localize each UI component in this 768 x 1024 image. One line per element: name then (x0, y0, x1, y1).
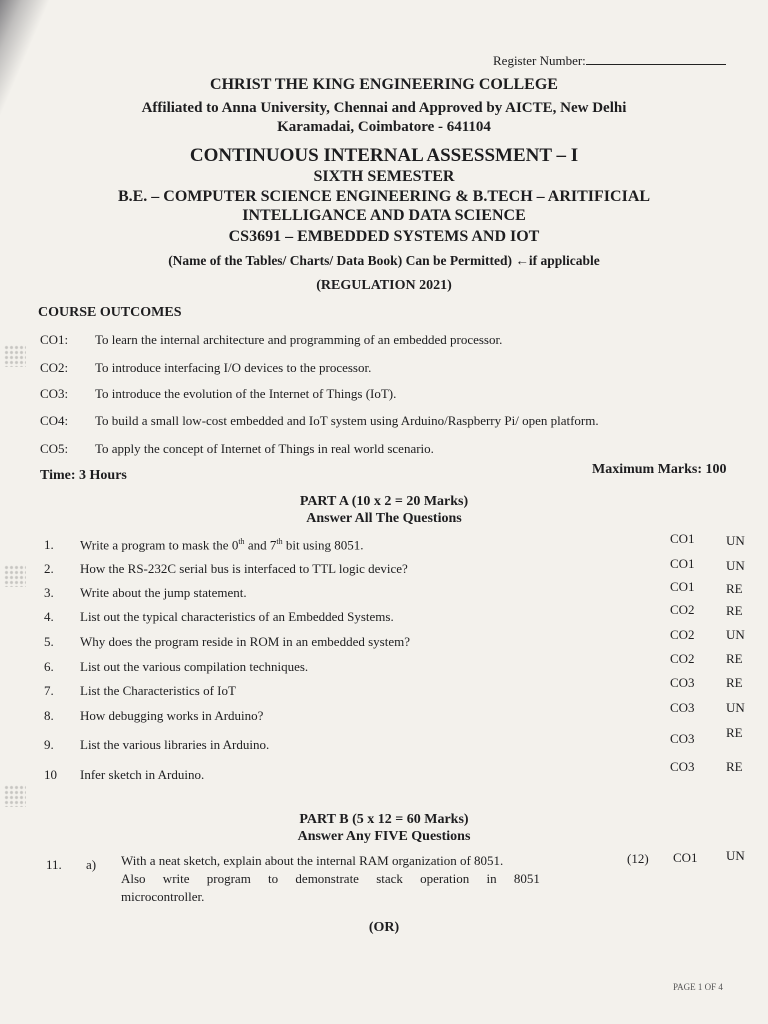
question-level: RE (726, 581, 743, 596)
co-text: To introduce interfacing I/O devices to the processor. (95, 360, 372, 375)
course-code: CS3691 – EMBEDDED SYSTEMS AND IOT (228, 228, 540, 245)
question-number: 6. (44, 659, 54, 674)
question-number: 7. (44, 683, 54, 698)
question-co: CO1 (670, 579, 695, 594)
question-text: Infer sketch in Arduino. (80, 767, 205, 782)
question-text-line-1: With a neat sketch, explain about the internal RAM organization of 8051. (121, 853, 504, 868)
question-co: CO3 (670, 759, 695, 774)
co-code: CO3: (40, 386, 69, 401)
page-number: PAGE 1 OF 4 (673, 982, 723, 992)
scan-artifact (4, 785, 26, 807)
question-level: UN (726, 848, 745, 863)
programme-line-1: B.E. – COMPUTER SCIENCE ENGINEERING & B.TECH – ARITIFICIAL (117, 188, 651, 205)
maximum-marks: Maximum Marks: 100 (592, 462, 727, 477)
course-outcomes-heading: COURSE OUTCOMES (38, 305, 182, 320)
question-level: RE (726, 603, 743, 618)
programme-line-2: INTELLIGANCE AND DATA SCIENCE (242, 207, 526, 224)
question-co: CO2 (670, 627, 695, 642)
question-number: 9. (44, 737, 54, 752)
address: Karamadai, Coimbatore - 641104 (277, 119, 491, 135)
question-number: 11. (46, 857, 62, 872)
question-level: RE (726, 759, 743, 774)
co-code: CO2: (40, 360, 69, 375)
question-level: UN (726, 533, 745, 548)
question-text: Write a program to mask the 0th and 7th bit using 8051. (80, 537, 364, 553)
question-co: CO3 (670, 700, 695, 715)
question-text-line-2: Also write program to demonstrate stack operation in 8051 (121, 871, 540, 886)
question-level: RE (726, 651, 743, 666)
question-number: 4. (44, 609, 54, 624)
question-text: Why does the program reside in ROM in an embedded system? (80, 634, 410, 649)
question-text: How the RS-232C serial bus is interfaced to TTL logic device? (80, 561, 408, 576)
part-b-instruction: Answer Any FIVE Questions (297, 829, 471, 844)
question-level: UN (726, 627, 745, 642)
or-separator: (OR) (368, 920, 400, 935)
question-number: 1. (44, 537, 54, 552)
register-number-label: Register Number: (493, 53, 586, 68)
exam-duration: Time: 3 Hours (40, 468, 127, 483)
question-level: UN (726, 700, 745, 715)
question-number: 8. (44, 708, 54, 723)
register-number (493, 52, 726, 69)
question-text: List the various libraries in Arduino. (80, 737, 270, 752)
question-co: CO2 (670, 602, 695, 617)
question-co: CO1 (670, 556, 695, 571)
co-text: To introduce the evolution of the Internet of Things (IoT). (95, 386, 397, 401)
scan-artifact (4, 345, 26, 367)
college-name: CHRIST THE KING ENGINEERING COLLEGE (210, 76, 558, 93)
affiliation: Affiliated to Anna University, Chennai and Approved by AICTE, New Delhi (141, 100, 627, 116)
question-marks: (12) (627, 851, 649, 866)
regulation: (REGULATION 2021) (316, 278, 452, 293)
question-number: 2. (44, 561, 54, 576)
question-text: List out the various compilation techniques. (80, 659, 309, 674)
question-11-block (0, 848, 768, 913)
question-number: 5. (44, 634, 54, 649)
question-text: How debugging works in Arduino? (80, 708, 264, 723)
question-co: CO1 (673, 850, 698, 865)
register-number-blank (586, 52, 726, 65)
part-b-title: PART B (5 x 12 = 60 Marks) (299, 812, 469, 827)
co-text: To build a small low-cost embedded and IoT system using Arduino/Raspberry Pi/ open platform. (95, 413, 599, 428)
question-text: List the Characteristics of IoT (80, 683, 236, 698)
question-number: 3. (44, 585, 54, 600)
co-code: CO5: (40, 441, 69, 456)
question-co: CO2 (670, 651, 695, 666)
question-level: UN (726, 558, 745, 573)
semester: SIXTH SEMESTER (313, 168, 455, 185)
co-code: CO4: (40, 413, 69, 428)
part-a-instruction: Answer All The Questions (306, 511, 462, 526)
permitted-note: (Name of the Tables/ Charts/ Data Book) Can be Permitted) ←if applicable (168, 253, 600, 268)
co-text: To learn the internal architecture and programming of an embedded processor. (95, 332, 503, 347)
scan-artifact (4, 565, 26, 587)
question-subpart: a) (86, 857, 97, 872)
question-text-line-3: microcontroller. (121, 889, 205, 904)
co-code: CO1: (40, 332, 69, 347)
question-number: 10 (44, 767, 57, 782)
question-text: List out the typical characteristics of an Embedded Systems. (80, 609, 394, 624)
question-level: RE (726, 725, 743, 740)
question-level: RE (726, 675, 743, 690)
co-text: To apply the concept of Internet of Things in real world scenario. (95, 441, 434, 456)
question-text: Write about the jump statement. (80, 585, 247, 600)
question-co: CO1 (670, 531, 695, 546)
part-a-title: PART A (10 x 2 = 20 Marks) (299, 494, 469, 509)
question-co: CO3 (670, 731, 695, 746)
question-co: CO3 (670, 675, 695, 690)
exam-title: CONTINUOUS INTERNAL ASSESSMENT – I (189, 145, 579, 166)
